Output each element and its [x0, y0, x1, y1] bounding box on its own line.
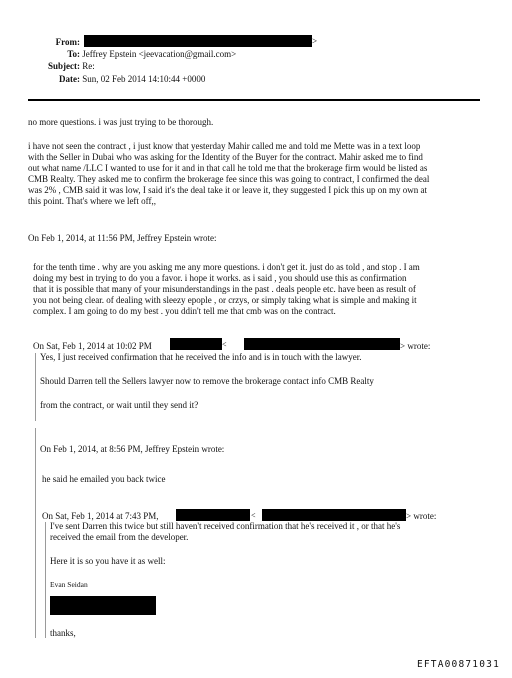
quote-2-line-3: from the contract, or wait until they send it?	[40, 400, 199, 410]
date-label: Date:	[59, 74, 80, 84]
subject-value: Re:	[82, 61, 95, 71]
quote-header-3: On Feb 1, 2014, at 8:56 PM, Jeffrey Epstein wrote:	[40, 444, 225, 454]
q2-bracket: <	[222, 340, 227, 349]
subject-label: Subject:	[48, 61, 80, 71]
quote-2-line-1: Yes, I just received confirmation that he received the info and is in touch with the lawyer.	[40, 352, 362, 362]
to-value: Jeffrey Epstein <jeevacation@gmail.com>	[82, 49, 237, 59]
quote-header-1: On Feb 1, 2014, at 11:56 PM, Jeffrey Epstein wrote:	[28, 233, 217, 243]
quote-text-3: he said he emailed you back twice	[42, 474, 166, 484]
quote-header-2-start: On Sat, Feb 1, 2014 at 10:02 PM	[33, 341, 152, 351]
redaction-signature	[50, 596, 156, 615]
quote-bar-4	[45, 522, 46, 638]
signature-name: Evan Seidan	[50, 580, 88, 589]
body-paragraph-1: no more questions. i was just trying to be thorough.	[28, 117, 214, 127]
quote-2-line-2: Should Darren tell the Sellers lawyer now to remove the brokerage contact info CMB Realty	[40, 376, 374, 386]
redaction-q2-a	[170, 338, 222, 350]
body-paragraph-2: i have not seen the contract , i just know that yesterday Mahir called me and told me Mette was in a text loop with the Seller in Dubai who was asking for the Identity of the Buyer for the contract. Mahir asked me to find out what name /LLC I wanted to use for it and in that call he told me that the brokerage firm would be listed as CMB Realty. They asked me to confirm the brokerage fee since this was going to contract, I confirmed the deal was 2% , CMB said it was low, I said it's the deal take it or leave it, they suggested I pick this up on my own at this point. That's where we left off,,	[28, 141, 430, 206]
from-line	[0, 37, 80, 48]
quote-bar-2	[35, 353, 36, 421]
quote-header-2-end: > wrote:	[400, 341, 431, 351]
subject-line	[0, 61, 95, 72]
date-line	[0, 74, 205, 85]
from-tail: >	[312, 36, 318, 46]
redaction-q4-b	[262, 509, 406, 521]
from-label: From:	[55, 37, 80, 47]
closing: thanks,	[50, 628, 76, 638]
quote-text-1: for the tenth time . why are you asking me any more questions. i don't get it. just do as told , and stop . I am doing my best in trying to do you a favor. i hope it works. as i said , you should use this as confirmation that it is possible that many of your misunderstandings in the past . deals people etc. have been as result of you not being clear. of dealing with sleezy epople , or crzys, or simply taking what is simple and making it complex. I am going to do my best . you ddin't tell me that cmb was on the contract.	[33, 262, 420, 316]
to-line	[0, 49, 236, 60]
redaction-q2-b	[244, 338, 400, 350]
quote-header-4-start: On Sat, Feb 1, 2014 at 7:43 PM,	[42, 511, 159, 521]
bates-number: EFTA00871031	[416, 659, 500, 670]
date-value: Sun, 02 Feb 2014 14:10:44 +0000	[82, 74, 206, 84]
redaction-from	[84, 35, 312, 47]
redaction-q4-a	[176, 509, 250, 521]
to-label: To:	[67, 49, 80, 59]
q4-bracket: <	[251, 511, 256, 520]
quote-bar-3	[35, 428, 36, 638]
quote-header-4-end: > wrote:	[406, 511, 437, 521]
header-divider	[28, 99, 480, 101]
quote-4-line-2: Here it is so you have it as well:	[50, 556, 166, 566]
quote-text-4: I've sent Darren this twice but still haven't received confirmation that he's received it , or that he's received the email from the developer.	[50, 521, 401, 542]
